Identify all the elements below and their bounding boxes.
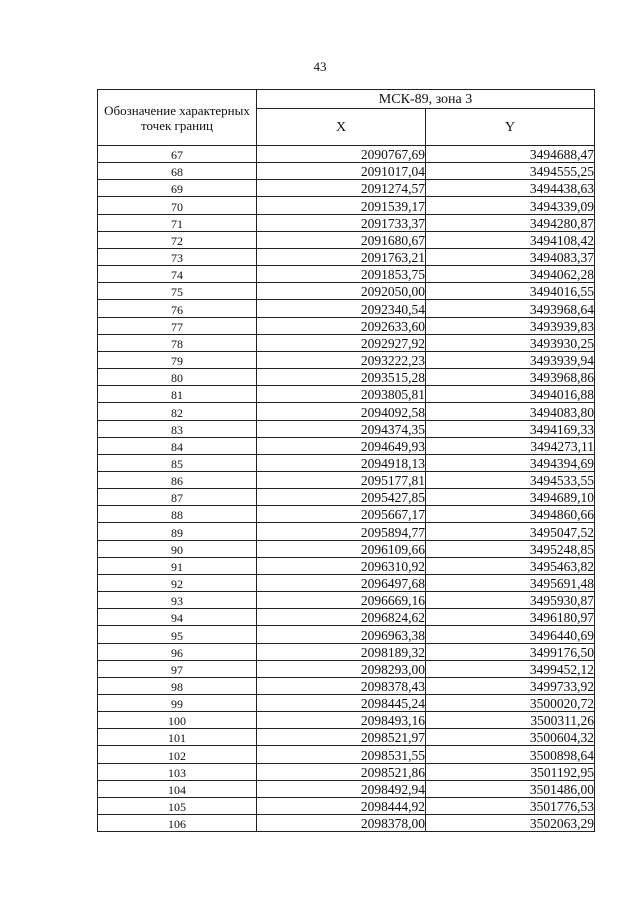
x-coordinate-cell: 2091763,21	[257, 248, 426, 265]
table-row	[98, 403, 595, 420]
point-label-cell: 93	[98, 592, 257, 609]
x-coordinate-cell: 2091680,67	[257, 231, 426, 248]
point-label-cell: 106	[98, 815, 257, 832]
header-x: X	[257, 109, 426, 146]
x-coordinate-cell: 2098378,43	[257, 677, 426, 694]
table-row	[98, 506, 595, 523]
y-coordinate-cell: 3494689,10	[426, 489, 595, 506]
point-label-cell: 80	[98, 369, 257, 386]
y-coordinate-cell: 3499176,50	[426, 643, 595, 660]
table-row	[98, 214, 595, 231]
x-coordinate-cell: 2091853,75	[257, 266, 426, 283]
point-label-cell: 99	[98, 695, 257, 712]
table-row	[98, 574, 595, 591]
x-coordinate-cell: 2091017,04	[257, 163, 426, 180]
point-label-cell: 79	[98, 351, 257, 368]
table-row	[98, 523, 595, 540]
point-label-cell: 95	[98, 626, 257, 643]
table-row	[98, 369, 595, 386]
y-coordinate-cell: 3494169,33	[426, 420, 595, 437]
table-row	[98, 592, 595, 609]
y-coordinate-cell: 3499452,12	[426, 660, 595, 677]
x-coordinate-cell: 2091274,57	[257, 180, 426, 197]
y-coordinate-cell: 3494280,87	[426, 214, 595, 231]
x-coordinate-cell: 2093515,28	[257, 369, 426, 386]
table-row	[98, 248, 595, 265]
y-coordinate-cell: 3493930,25	[426, 334, 595, 351]
x-coordinate-cell: 2096669,16	[257, 592, 426, 609]
table-row	[98, 797, 595, 814]
point-label-cell: 104	[98, 780, 257, 797]
coordinates-table	[97, 89, 595, 832]
x-coordinate-cell: 2093222,23	[257, 351, 426, 368]
y-coordinate-cell: 3494083,80	[426, 403, 595, 420]
table-row	[98, 643, 595, 660]
y-coordinate-cell: 3494533,55	[426, 471, 595, 488]
x-coordinate-cell: 2098189,32	[257, 643, 426, 660]
header-y: Y	[426, 109, 595, 146]
point-label-cell: 67	[98, 146, 257, 163]
table-row	[98, 231, 595, 248]
point-label-cell: 102	[98, 746, 257, 763]
point-label-cell: 94	[98, 609, 257, 626]
x-coordinate-cell: 2093805,81	[257, 386, 426, 403]
point-label-cell: 74	[98, 266, 257, 283]
x-coordinate-cell: 2095894,77	[257, 523, 426, 540]
table-row	[98, 626, 595, 643]
y-coordinate-cell: 3493968,86	[426, 369, 595, 386]
point-label-cell: 71	[98, 214, 257, 231]
x-coordinate-cell: 2092927,92	[257, 334, 426, 351]
table-row	[98, 283, 595, 300]
table-row	[98, 386, 595, 403]
table-row	[98, 300, 595, 317]
x-coordinate-cell: 2091733,37	[257, 214, 426, 231]
table-row	[98, 557, 595, 574]
table-row	[98, 454, 595, 471]
point-label-cell: 70	[98, 197, 257, 214]
y-coordinate-cell: 3501486,00	[426, 780, 595, 797]
y-coordinate-cell: 3500020,72	[426, 695, 595, 712]
x-coordinate-cell: 2095667,17	[257, 506, 426, 523]
point-label-cell: 87	[98, 489, 257, 506]
x-coordinate-cell: 2091539,17	[257, 197, 426, 214]
y-coordinate-cell: 3493939,83	[426, 317, 595, 334]
table-row	[98, 317, 595, 334]
table-row	[98, 197, 595, 214]
y-coordinate-cell: 3500604,32	[426, 729, 595, 746]
y-coordinate-cell: 3494555,25	[426, 163, 595, 180]
table-row	[98, 677, 595, 694]
point-label-cell: 100	[98, 712, 257, 729]
x-coordinate-cell: 2098445,24	[257, 695, 426, 712]
point-label-cell: 92	[98, 574, 257, 591]
point-label-cell: 73	[98, 248, 257, 265]
x-coordinate-cell: 2098521,97	[257, 729, 426, 746]
y-coordinate-cell: 3496440,69	[426, 626, 595, 643]
point-label-cell: 101	[98, 729, 257, 746]
y-coordinate-cell: 3494083,37	[426, 248, 595, 265]
x-coordinate-cell: 2095427,85	[257, 489, 426, 506]
point-label-cell: 103	[98, 763, 257, 780]
point-label-cell: 84	[98, 437, 257, 454]
y-coordinate-cell: 3501192,95	[426, 763, 595, 780]
table-body	[98, 146, 595, 832]
table-row	[98, 712, 595, 729]
table-row	[98, 471, 595, 488]
point-label-cell: 83	[98, 420, 257, 437]
x-coordinate-cell: 2096497,68	[257, 574, 426, 591]
x-coordinate-cell: 2096963,38	[257, 626, 426, 643]
y-coordinate-cell: 3493968,64	[426, 300, 595, 317]
x-coordinate-cell: 2096109,66	[257, 540, 426, 557]
point-label-cell: 68	[98, 163, 257, 180]
x-coordinate-cell: 2096824,62	[257, 609, 426, 626]
point-label-cell: 76	[98, 300, 257, 317]
page-number: 43	[313, 59, 327, 74]
table-row	[98, 334, 595, 351]
y-coordinate-cell: 3500311,26	[426, 712, 595, 729]
x-coordinate-cell: 2090767,69	[257, 146, 426, 163]
point-label-cell: 69	[98, 180, 257, 197]
table-row	[98, 729, 595, 746]
x-coordinate-cell: 2096310,92	[257, 557, 426, 574]
y-coordinate-cell: 3494108,42	[426, 231, 595, 248]
point-label-cell: 97	[98, 660, 257, 677]
table-row	[98, 695, 595, 712]
header-coordinate-system: МСК-89, зона 3	[257, 90, 595, 109]
x-coordinate-cell: 2092050,00	[257, 283, 426, 300]
y-coordinate-cell: 3501776,53	[426, 797, 595, 814]
table-row	[98, 660, 595, 677]
point-label-cell: 82	[98, 403, 257, 420]
table-row	[98, 180, 595, 197]
table-row	[98, 489, 595, 506]
x-coordinate-cell: 2094649,93	[257, 437, 426, 454]
point-label-cell: 81	[98, 386, 257, 403]
x-coordinate-cell: 2094918,13	[257, 454, 426, 471]
table-row	[98, 609, 595, 626]
x-coordinate-cell: 2098521,86	[257, 763, 426, 780]
point-label-cell: 89	[98, 523, 257, 540]
x-coordinate-cell: 2098293,00	[257, 660, 426, 677]
point-label-cell: 77	[98, 317, 257, 334]
x-coordinate-cell: 2098444,92	[257, 797, 426, 814]
table-row	[98, 351, 595, 368]
y-coordinate-cell: 3494394,69	[426, 454, 595, 471]
y-coordinate-cell: 3500898,64	[426, 746, 595, 763]
point-label-cell: 98	[98, 677, 257, 694]
table-row	[98, 437, 595, 454]
point-label-cell: 91	[98, 557, 257, 574]
y-coordinate-cell: 3494438,63	[426, 180, 595, 197]
table-row	[98, 540, 595, 557]
point-label-cell: 72	[98, 231, 257, 248]
table-row	[98, 763, 595, 780]
x-coordinate-cell: 2092340,54	[257, 300, 426, 317]
y-coordinate-cell: 3495248,85	[426, 540, 595, 557]
point-label-cell: 85	[98, 454, 257, 471]
y-coordinate-cell: 3495691,48	[426, 574, 595, 591]
y-coordinate-cell: 3496180,97	[426, 609, 595, 626]
table-row	[98, 420, 595, 437]
y-coordinate-cell: 3494860,66	[426, 506, 595, 523]
x-coordinate-cell: 2095177,81	[257, 471, 426, 488]
y-coordinate-cell: 3494339,09	[426, 197, 595, 214]
table-row	[98, 266, 595, 283]
x-coordinate-cell: 2094374,35	[257, 420, 426, 437]
point-label-cell: 86	[98, 471, 257, 488]
table-row	[98, 146, 595, 163]
x-coordinate-cell: 2098531,55	[257, 746, 426, 763]
x-coordinate-cell: 2094092,58	[257, 403, 426, 420]
y-coordinate-cell: 3495047,52	[426, 523, 595, 540]
table-row	[98, 746, 595, 763]
point-label-cell: 78	[98, 334, 257, 351]
y-coordinate-cell: 3494062,28	[426, 266, 595, 283]
point-label-cell: 105	[98, 797, 257, 814]
y-coordinate-cell: 3494688,47	[426, 146, 595, 163]
y-coordinate-cell: 3494016,88	[426, 386, 595, 403]
y-coordinate-cell: 3494016,55	[426, 283, 595, 300]
table-row	[98, 815, 595, 832]
y-coordinate-cell: 3502063,29	[426, 815, 595, 832]
point-label-cell: 88	[98, 506, 257, 523]
table-row	[98, 163, 595, 180]
point-label-cell: 96	[98, 643, 257, 660]
y-coordinate-cell: 3495930,87	[426, 592, 595, 609]
y-coordinate-cell: 3493939,94	[426, 351, 595, 368]
x-coordinate-cell: 2098378,00	[257, 815, 426, 832]
y-coordinate-cell: 3499733,92	[426, 677, 595, 694]
x-coordinate-cell: 2098493,16	[257, 712, 426, 729]
x-coordinate-cell: 2092633,60	[257, 317, 426, 334]
x-coordinate-cell: 2098492,94	[257, 780, 426, 797]
point-label-cell: 75	[98, 283, 257, 300]
point-label-cell: 90	[98, 540, 257, 557]
table-row	[98, 780, 595, 797]
header-point-label: Обозначение характерных точек границ	[98, 90, 257, 146]
y-coordinate-cell: 3495463,82	[426, 557, 595, 574]
y-coordinate-cell: 3494273,11	[426, 437, 595, 454]
